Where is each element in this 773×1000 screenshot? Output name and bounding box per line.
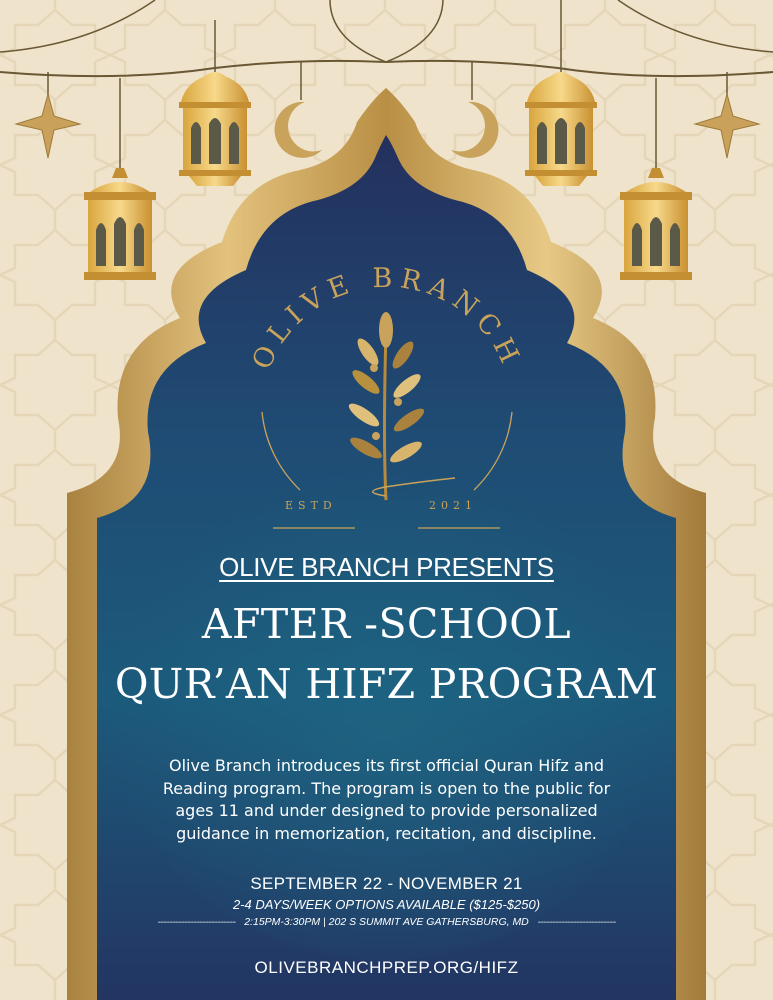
program-description: Olive Branch introduces its first official Quran Hifz and Reading program. The program is open to the public for ages 11 and under designed to provide personalized guidance in memorization, recitation, and discipline.	[162, 756, 611, 843]
logo-arc-text: OLIVE BRANCH	[246, 262, 528, 375]
lantern-icon	[525, 72, 597, 186]
schedule-line	[0, 916, 773, 928]
title-line-2: QUR’AN HIFZ PROGRAM	[114, 660, 659, 708]
title-line-1: AFTER -SCHOOL	[201, 600, 572, 648]
lantern-icon	[179, 72, 251, 186]
program-dates: SEPTEMBER 22 - NOVEMBER 21	[250, 874, 523, 893]
website-link[interactable]: OLIVEBRANCHPREP.ORG/HIFZ	[254, 958, 519, 977]
left-rule: --------------------------	[157, 916, 236, 928]
logo-estd-year: 2021	[429, 499, 477, 512]
right-rule: --------------------------	[537, 916, 616, 928]
logo-estd-label: ESTD	[285, 499, 337, 512]
schedule-text: 2:15PM-3:30PM | 202 S SUMMIT AVE GATHERSBURG, MD	[244, 916, 529, 928]
pricing-options: 2-4 DAYS/WEEK OPTIONS AVAILABLE ($125-$250)	[232, 897, 541, 912]
presents-heading: OLIVE BRANCH PRESENTS	[219, 552, 554, 582]
